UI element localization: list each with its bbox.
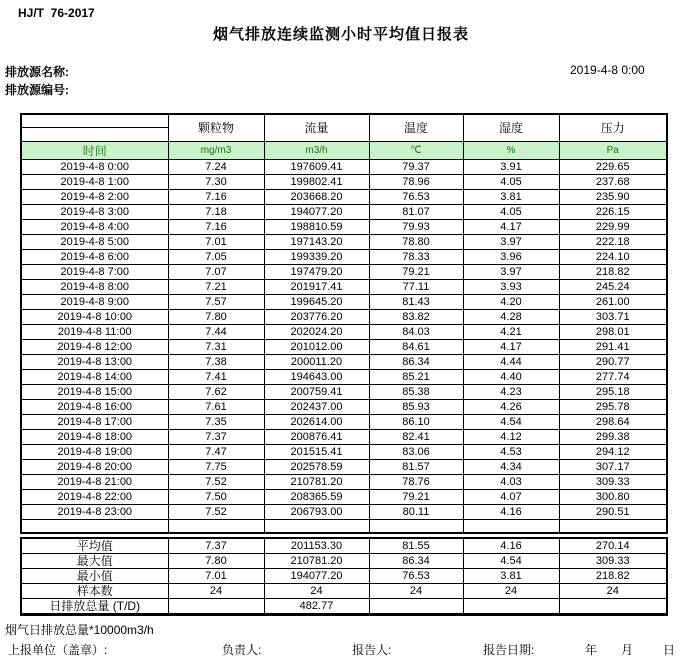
value-cell: 245.24 — [559, 279, 667, 294]
value-cell: 309.33 — [559, 474, 667, 489]
value-cell: 83.06 — [369, 444, 463, 459]
row-label-cell: 2019-4-8 4:00 — [21, 219, 168, 234]
column-header-pressure: 压力 — [559, 114, 667, 141]
value-cell: 7.50 — [168, 489, 264, 504]
value-cell: 24 — [559, 584, 667, 599]
hourly-data-row — [21, 189, 667, 204]
value-cell: 85.21 — [369, 369, 463, 384]
value-cell: 7.18 — [168, 204, 264, 219]
hourly-data-row — [21, 234, 667, 249]
value-cell: 210781.20 — [264, 554, 369, 569]
value-cell: 199339.20 — [264, 249, 369, 264]
column-header-humidity: 湿度 — [463, 114, 559, 141]
hourly-data-row — [21, 444, 667, 459]
value-cell: 3.93 — [463, 279, 559, 294]
value-cell: 218.82 — [559, 569, 667, 584]
row-label-cell: 2019-4-8 13:00 — [21, 354, 168, 369]
value-cell: 4.53 — [463, 444, 559, 459]
hourly-data-row — [21, 474, 667, 489]
day-label: 日 — [663, 643, 676, 657]
row-label-cell: 2019-4-8 0:00 — [21, 159, 168, 174]
value-cell: 76.53 — [369, 189, 463, 204]
row-label-cell: 2019-4-8 7:00 — [21, 264, 168, 279]
value-cell: 4.21 — [463, 324, 559, 339]
hourly-data-row — [21, 279, 667, 294]
blank-corner-cell-top — [21, 114, 168, 128]
value-cell: 309.33 — [559, 554, 667, 569]
row-label-cell: 2019-4-8 1:00 — [21, 174, 168, 189]
hourly-data-table — [20, 113, 668, 534]
blank-row — [21, 519, 667, 533]
blank-cell — [463, 519, 559, 533]
value-cell: 24 — [463, 584, 559, 599]
value-cell: 200876.41 — [264, 429, 369, 444]
value-cell: 200011.20 — [264, 354, 369, 369]
row-label-cell: 样本数 — [21, 584, 168, 599]
trailing-blank-section — [21, 519, 667, 533]
value-cell: 298.01 — [559, 324, 667, 339]
value-cell: 201515.41 — [264, 444, 369, 459]
value-cell: 277.74 — [559, 369, 667, 384]
value-cell: 7.37 — [168, 429, 264, 444]
row-label-cell: 2019-4-8 14:00 — [21, 369, 168, 384]
value-cell: 3.97 — [463, 234, 559, 249]
hourly-data-row — [21, 309, 667, 324]
report-date-label: 报告日期: — [483, 643, 535, 657]
column-header-temperature: 温度 — [369, 114, 463, 141]
value-cell: 202437.00 — [264, 399, 369, 414]
value-cell: 294.12 — [559, 444, 667, 459]
value-cell: 203668.20 — [264, 189, 369, 204]
value-cell: 4.16 — [463, 504, 559, 519]
hourly-data-row — [21, 414, 667, 429]
row-label-cell: 2019-4-8 3:00 — [21, 204, 168, 219]
hourly-data-row — [21, 354, 667, 369]
blank-cell — [168, 519, 264, 533]
row-label-cell: 2019-4-8 23:00 — [21, 504, 168, 519]
month-label: 月 — [621, 643, 634, 657]
value-cell: 79.21 — [369, 264, 463, 279]
value-cell: 7.16 — [168, 189, 264, 204]
hourly-data-row — [21, 294, 667, 309]
row-label-cell: 2019-4-8 11:00 — [21, 324, 168, 339]
value-cell: 4.12 — [463, 429, 559, 444]
summary-row — [21, 554, 667, 569]
value-cell: 7.52 — [168, 504, 264, 519]
value-cell: 3.81 — [463, 189, 559, 204]
column-header-particulate: 颗粒物 — [168, 114, 264, 141]
value-cell: 199645.20 — [264, 294, 369, 309]
hourly-data-row — [21, 489, 667, 504]
value-cell: 79.93 — [369, 219, 463, 234]
row-label-cell: 2019-4-8 19:00 — [21, 444, 168, 459]
row-label-cell: 2019-4-8 9:00 — [21, 294, 168, 309]
value-cell: 78.33 — [369, 249, 463, 264]
value-cell: 81.57 — [369, 459, 463, 474]
blank-cell — [559, 519, 667, 533]
value-cell: 7.01 — [168, 569, 264, 584]
time-column-header: 时间 — [21, 141, 168, 159]
value-cell — [559, 599, 667, 615]
row-label-cell: 最小值 — [21, 569, 168, 584]
value-cell: 78.76 — [369, 474, 463, 489]
value-cell: 229.99 — [559, 219, 667, 234]
value-cell: 203776.20 — [264, 309, 369, 324]
value-cell: 298.64 — [559, 414, 667, 429]
summary-rows — [21, 538, 667, 615]
value-cell — [369, 599, 463, 615]
value-cell: 24 — [369, 584, 463, 599]
value-cell: 7.61 — [168, 399, 264, 414]
row-label-cell: 最大值 — [21, 554, 168, 569]
value-cell: 3.96 — [463, 249, 559, 264]
value-cell: 261.00 — [559, 294, 667, 309]
value-cell: 291.41 — [559, 339, 667, 354]
value-cell: 81.07 — [369, 204, 463, 219]
blank-corner-cell-bottom — [21, 128, 168, 142]
row-label-cell: 2019-4-8 18:00 — [21, 429, 168, 444]
hourly-data-row — [21, 429, 667, 444]
value-cell: 303.71 — [559, 309, 667, 324]
value-cell: 7.52 — [168, 474, 264, 489]
value-cell: 307.17 — [559, 459, 667, 474]
page-title: 烟气排放连续监测小时平均值日报表 — [212, 26, 469, 43]
summary-table — [20, 537, 668, 616]
value-cell: 3.97 — [463, 264, 559, 279]
value-cell: 7.07 — [168, 264, 264, 279]
value-cell: 290.77 — [559, 354, 667, 369]
total-emission-footnote: 烟气日排放总量*10000m3/h — [5, 623, 154, 637]
value-cell: 7.30 — [168, 174, 264, 189]
unit-pressure: Pa — [559, 141, 667, 159]
row-label-cell: 2019-4-8 17:00 — [21, 414, 168, 429]
value-cell: 202578.59 — [264, 459, 369, 474]
row-label-cell: 日排放总量 (T/D) — [21, 599, 168, 615]
value-cell: 4.40 — [463, 369, 559, 384]
hourly-data-row — [21, 369, 667, 384]
value-cell: 79.21 — [369, 489, 463, 504]
value-cell: 4.03 — [463, 474, 559, 489]
value-cell: 4.54 — [463, 554, 559, 569]
value-cell: 7.75 — [168, 459, 264, 474]
value-cell: 3.81 — [463, 569, 559, 584]
row-label-cell: 2019-4-8 6:00 — [21, 249, 168, 264]
hourly-data-row — [21, 159, 667, 174]
value-cell: 7.62 — [168, 384, 264, 399]
hourly-data-row — [21, 249, 667, 264]
value-cell: 3.91 — [463, 159, 559, 174]
value-cell: 218.82 — [559, 264, 667, 279]
value-cell: 7.21 — [168, 279, 264, 294]
value-cell: 7.80 — [168, 309, 264, 324]
value-cell: 194077.20 — [264, 204, 369, 219]
column-header-flow: 流量 — [264, 114, 369, 141]
value-cell: 4.26 — [463, 399, 559, 414]
value-cell: 4.05 — [463, 204, 559, 219]
value-cell: 202614.00 — [264, 414, 369, 429]
value-cell: 7.47 — [168, 444, 264, 459]
value-cell: 76.53 — [369, 569, 463, 584]
value-cell: 194643.00 — [264, 369, 369, 384]
value-cell: 80.11 — [369, 504, 463, 519]
value-cell: 270.14 — [559, 538, 667, 554]
value-cell: 7.05 — [168, 249, 264, 264]
value-cell: 81.55 — [369, 538, 463, 554]
report-datetime: 2019-4-8 0:00 — [570, 63, 645, 77]
report-unit-seal-label: 上报单位（盖章）: — [8, 643, 108, 657]
value-cell: 7.80 — [168, 554, 264, 569]
value-cell: 86.34 — [369, 354, 463, 369]
value-cell: 482.77 — [264, 599, 369, 615]
value-cell: 200759.41 — [264, 384, 369, 399]
value-cell: 201917.41 — [264, 279, 369, 294]
reporter-label: 报告人: — [352, 643, 392, 657]
value-cell: 4.05 — [463, 174, 559, 189]
row-label-cell: 平均值 — [21, 538, 168, 554]
value-cell: 7.24 — [168, 159, 264, 174]
hourly-rows — [21, 159, 667, 519]
value-cell: 4.44 — [463, 354, 559, 369]
value-cell: 208365.59 — [264, 489, 369, 504]
value-cell: 7.37 — [168, 538, 264, 554]
value-cell: 201153.30 — [264, 538, 369, 554]
value-cell: 235.90 — [559, 189, 667, 204]
value-cell: 85.93 — [369, 399, 463, 414]
value-cell: 83.82 — [369, 309, 463, 324]
table-header — [21, 114, 667, 159]
value-cell: 7.31 — [168, 339, 264, 354]
hourly-data-row — [21, 204, 667, 219]
value-cell: 84.61 — [369, 339, 463, 354]
value-cell: 77.11 — [369, 279, 463, 294]
value-cell: 4.23 — [463, 384, 559, 399]
row-label-cell: 2019-4-8 12:00 — [21, 339, 168, 354]
value-cell: 7.35 — [168, 414, 264, 429]
hourly-data-row — [21, 384, 667, 399]
value-cell: 4.17 — [463, 219, 559, 234]
row-label-cell: 2019-4-8 2:00 — [21, 189, 168, 204]
hourly-data-row — [21, 339, 667, 354]
row-label-cell: 2019-4-8 8:00 — [21, 279, 168, 294]
value-cell: 81.43 — [369, 294, 463, 309]
unit-temperature: ℃ — [369, 141, 463, 159]
hourly-data-row — [21, 174, 667, 189]
row-label-cell: 2019-4-8 15:00 — [21, 384, 168, 399]
value-cell: 4.16 — [463, 538, 559, 554]
value-cell: 197143.20 — [264, 234, 369, 249]
value-cell: 197479.20 — [264, 264, 369, 279]
hourly-data-row — [21, 324, 667, 339]
row-label-cell: 2019-4-8 16:00 — [21, 399, 168, 414]
value-cell: 4.07 — [463, 489, 559, 504]
value-cell: 78.80 — [369, 234, 463, 249]
value-cell: 202024.20 — [264, 324, 369, 339]
value-cell — [463, 599, 559, 615]
value-cell: 237.68 — [559, 174, 667, 189]
value-cell: 4.54 — [463, 414, 559, 429]
value-cell: 194077.20 — [264, 569, 369, 584]
unit-flow: m3/h — [264, 141, 369, 159]
value-cell: 198810.59 — [264, 219, 369, 234]
blank-cell — [21, 519, 168, 533]
value-cell: 78.96 — [369, 174, 463, 189]
summary-row — [21, 584, 667, 599]
unit-humidity: % — [463, 141, 559, 159]
value-cell: 295.18 — [559, 384, 667, 399]
value-cell: 7.57 — [168, 294, 264, 309]
value-cell: 84.03 — [369, 324, 463, 339]
value-cell: 86.34 — [369, 554, 463, 569]
value-cell: 206793.00 — [264, 504, 369, 519]
hourly-data-row — [21, 264, 667, 279]
value-cell: 4.28 — [463, 309, 559, 324]
value-cell: 299.38 — [559, 429, 667, 444]
hourly-data-row — [21, 219, 667, 234]
value-cell: 7.16 — [168, 219, 264, 234]
value-cell: 7.38 — [168, 354, 264, 369]
value-cell: 222.18 — [559, 234, 667, 249]
value-cell: 4.17 — [463, 339, 559, 354]
value-cell: 197609.41 — [264, 159, 369, 174]
value-cell: 24 — [168, 584, 264, 599]
value-cell: 295.78 — [559, 399, 667, 414]
row-label-cell: 2019-4-8 22:00 — [21, 489, 168, 504]
value-cell: 79.37 — [369, 159, 463, 174]
blank-cell — [369, 519, 463, 533]
year-label: 年 — [585, 643, 598, 657]
value-cell: 7.44 — [168, 324, 264, 339]
row-label-cell: 2019-4-8 10:00 — [21, 309, 168, 324]
standard-code: HJ/T 76-2017 — [18, 6, 95, 20]
blank-cell — [264, 519, 369, 533]
row-label-cell: 2019-4-8 21:00 — [21, 474, 168, 489]
hourly-data-row — [21, 504, 667, 519]
value-cell: 201012.00 — [264, 339, 369, 354]
hourly-data-row — [21, 459, 667, 474]
value-cell: 199802.41 — [264, 174, 369, 189]
value-cell: 7.01 — [168, 234, 264, 249]
row-label-cell: 2019-4-8 5:00 — [21, 234, 168, 249]
value-cell: 7.41 — [168, 369, 264, 384]
value-cell: 226.15 — [559, 204, 667, 219]
value-cell: 86.10 — [369, 414, 463, 429]
value-cell — [168, 599, 264, 615]
value-cell: 82.41 — [369, 429, 463, 444]
summary-row — [21, 599, 667, 615]
emission-source-code-label: 排放源编号: — [5, 83, 69, 97]
value-cell: 300.80 — [559, 489, 667, 504]
value-cell: 4.34 — [463, 459, 559, 474]
emission-source-name-label: 排放源名称: — [5, 65, 69, 79]
value-cell: 224.10 — [559, 249, 667, 264]
header-row-top — [21, 114, 667, 128]
responsible-person-label: 负责人: — [222, 643, 262, 657]
value-cell: 24 — [264, 584, 369, 599]
value-cell: 4.20 — [463, 294, 559, 309]
summary-row — [21, 538, 667, 554]
row-label-cell: 2019-4-8 20:00 — [21, 459, 168, 474]
unit-row — [21, 141, 667, 159]
summary-row — [21, 569, 667, 584]
value-cell: 290.51 — [559, 504, 667, 519]
hourly-data-row — [21, 399, 667, 414]
value-cell: 210781.20 — [264, 474, 369, 489]
value-cell: 229.65 — [559, 159, 667, 174]
value-cell: 85.38 — [369, 384, 463, 399]
unit-particulate: mg/m3 — [168, 141, 264, 159]
